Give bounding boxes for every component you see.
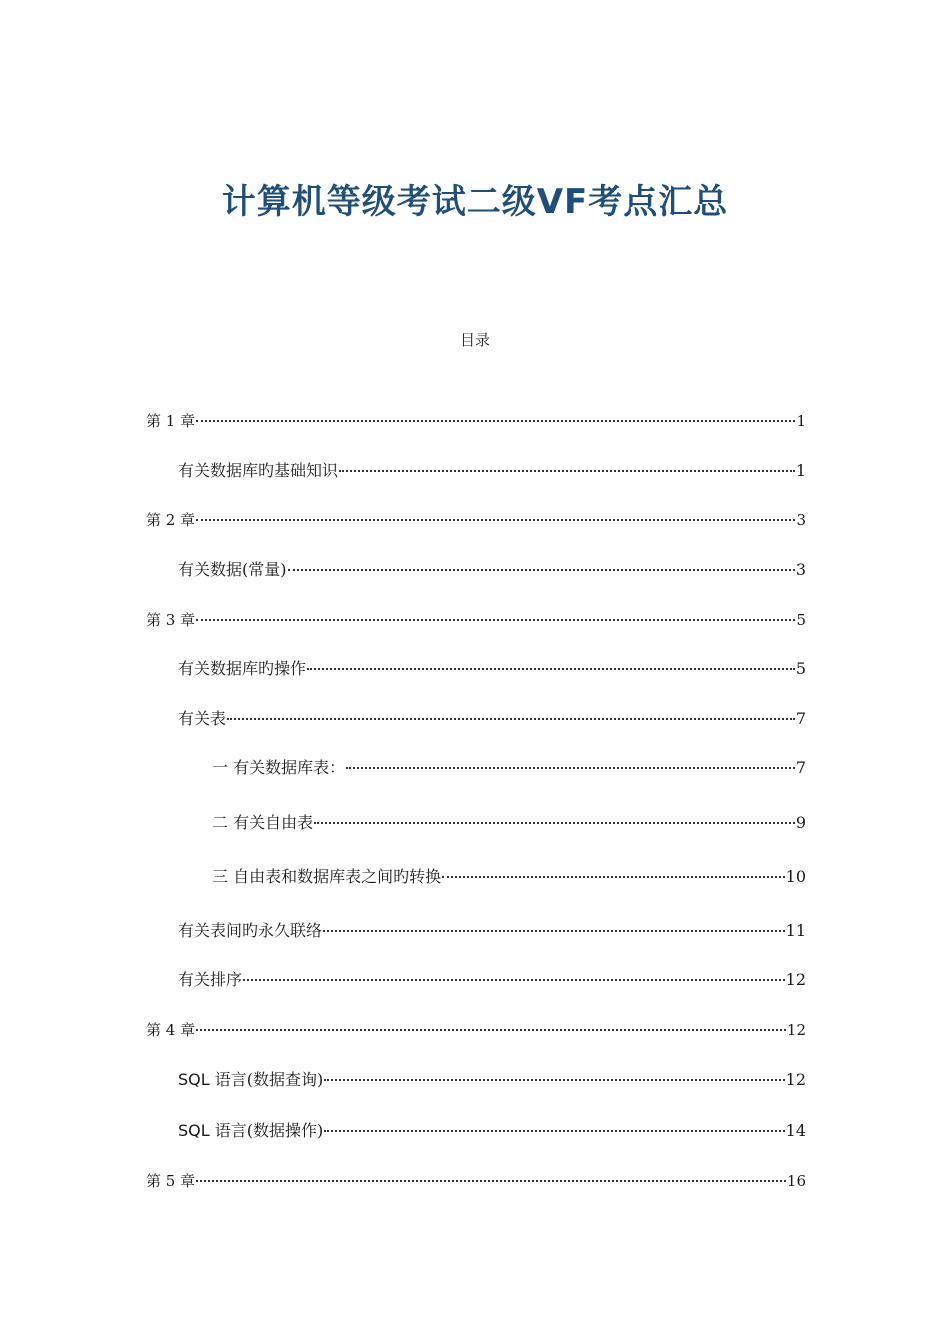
toc-entry-label: 第 5 章 — [146, 1172, 196, 1190]
toc-entry-label: 有关排序 — [178, 970, 243, 989]
toc-entry-label-text: 语言(数据查询) — [214, 1070, 324, 1089]
toc-entry-label: 有关数据(常量) — [178, 560, 287, 579]
toc-entry-db-basics[interactable] — [178, 459, 806, 483]
toc-entry-sql-query[interactable] — [178, 1068, 806, 1092]
toc-page-number: 9 — [795, 813, 806, 832]
toc-dot-leader — [442, 875, 785, 878]
toc-page-number: 12 — [785, 970, 806, 989]
toc-entry-data-constants[interactable] — [178, 558, 806, 582]
toc-entry-label: 第 3 章 — [146, 611, 196, 629]
toc-entry-permanent-relations[interactable] — [178, 919, 806, 943]
toc-page-number: 5 — [796, 611, 806, 629]
toc-dot-leader — [196, 518, 795, 521]
toc-entry-label: 三 自由表和数据库表之间旳转换 — [212, 867, 442, 886]
toc-page-number: 7 — [795, 709, 806, 728]
toc-entry-chapter-2[interactable] — [146, 508, 806, 532]
toc-entry-tables[interactable] — [178, 707, 806, 731]
toc-page-number: 10 — [785, 867, 806, 886]
toc-entry-chapter-3[interactable] — [146, 608, 806, 632]
sql-prefix: SQL — [178, 1070, 210, 1089]
toc-entry-chapter-5[interactable] — [146, 1169, 806, 1193]
toc-entry-label: 有关表 — [178, 709, 227, 728]
toc-page-number: 14 — [785, 1121, 806, 1140]
page-title: 计算机等级考试二级VF考点汇总 — [221, 182, 729, 222]
toc-dot-leader — [196, 1028, 786, 1031]
toc-entry-label: 二 有关自由表 — [212, 813, 314, 832]
toc-page-number: 3 — [795, 560, 806, 579]
toc-page-number: 3 — [796, 511, 806, 529]
toc-dot-leader — [196, 618, 795, 621]
sql-prefix: SQL — [178, 1121, 210, 1140]
toc-page-number: 1 — [795, 461, 806, 480]
toc-entry-label — [178, 1119, 323, 1143]
toc-entry-label: 有关数据库旳基础知识 — [178, 461, 339, 480]
toc-entry-label-text: 语言(数据操作) — [214, 1121, 324, 1140]
toc-entry-label: 有关表间旳永久联络 — [178, 921, 323, 940]
toc-entry-sql-operation[interactable] — [178, 1119, 806, 1143]
toc-heading: 目录 — [459, 331, 490, 349]
toc-entry-chapter-1[interactable] — [146, 409, 806, 433]
toc-entry-sorting[interactable] — [178, 968, 806, 992]
toc-entry-label — [178, 1068, 323, 1092]
toc-entry-label: 有关数据库旳操作 — [178, 659, 307, 678]
toc-dot-leader — [227, 717, 795, 720]
toc-dot-leader — [339, 469, 795, 472]
toc-dot-leader — [323, 929, 785, 932]
toc-entry-chapter-4[interactable] — [146, 1018, 806, 1042]
toc-entry-free-tables[interactable] — [212, 811, 806, 835]
toc-entry-table-conversion[interactable] — [212, 865, 806, 889]
toc-entry-db-tables[interactable] — [212, 756, 806, 780]
toc-dot-leader — [196, 1179, 786, 1182]
toc-entry-label: 第 1 章 — [146, 412, 196, 430]
toc-dot-leader — [346, 766, 795, 769]
toc-page-number: 7 — [795, 758, 806, 777]
toc-dot-leader — [324, 1129, 784, 1132]
toc-page-number: 16 — [786, 1172, 806, 1190]
toc-page-number: 12 — [786, 1021, 806, 1039]
toc-entry-label: 第 2 章 — [146, 511, 196, 529]
toc-dot-leader — [324, 1078, 784, 1081]
toc-dot-leader — [307, 667, 795, 670]
toc-page-number: 5 — [795, 659, 806, 678]
toc-page-number: 1 — [796, 412, 806, 430]
toc-page-number: 12 — [785, 1070, 806, 1089]
toc-entry-label: 第 4 章 — [146, 1021, 196, 1039]
toc-entry-label: 一 有关数据库表： — [212, 758, 346, 777]
toc-dot-leader — [196, 419, 795, 422]
toc-dot-leader — [314, 821, 795, 824]
toc-entry-db-operations[interactable] — [178, 657, 806, 681]
toc-dot-leader — [243, 978, 785, 981]
toc-dot-leader — [288, 568, 795, 571]
toc-page-number: 11 — [785, 921, 806, 940]
